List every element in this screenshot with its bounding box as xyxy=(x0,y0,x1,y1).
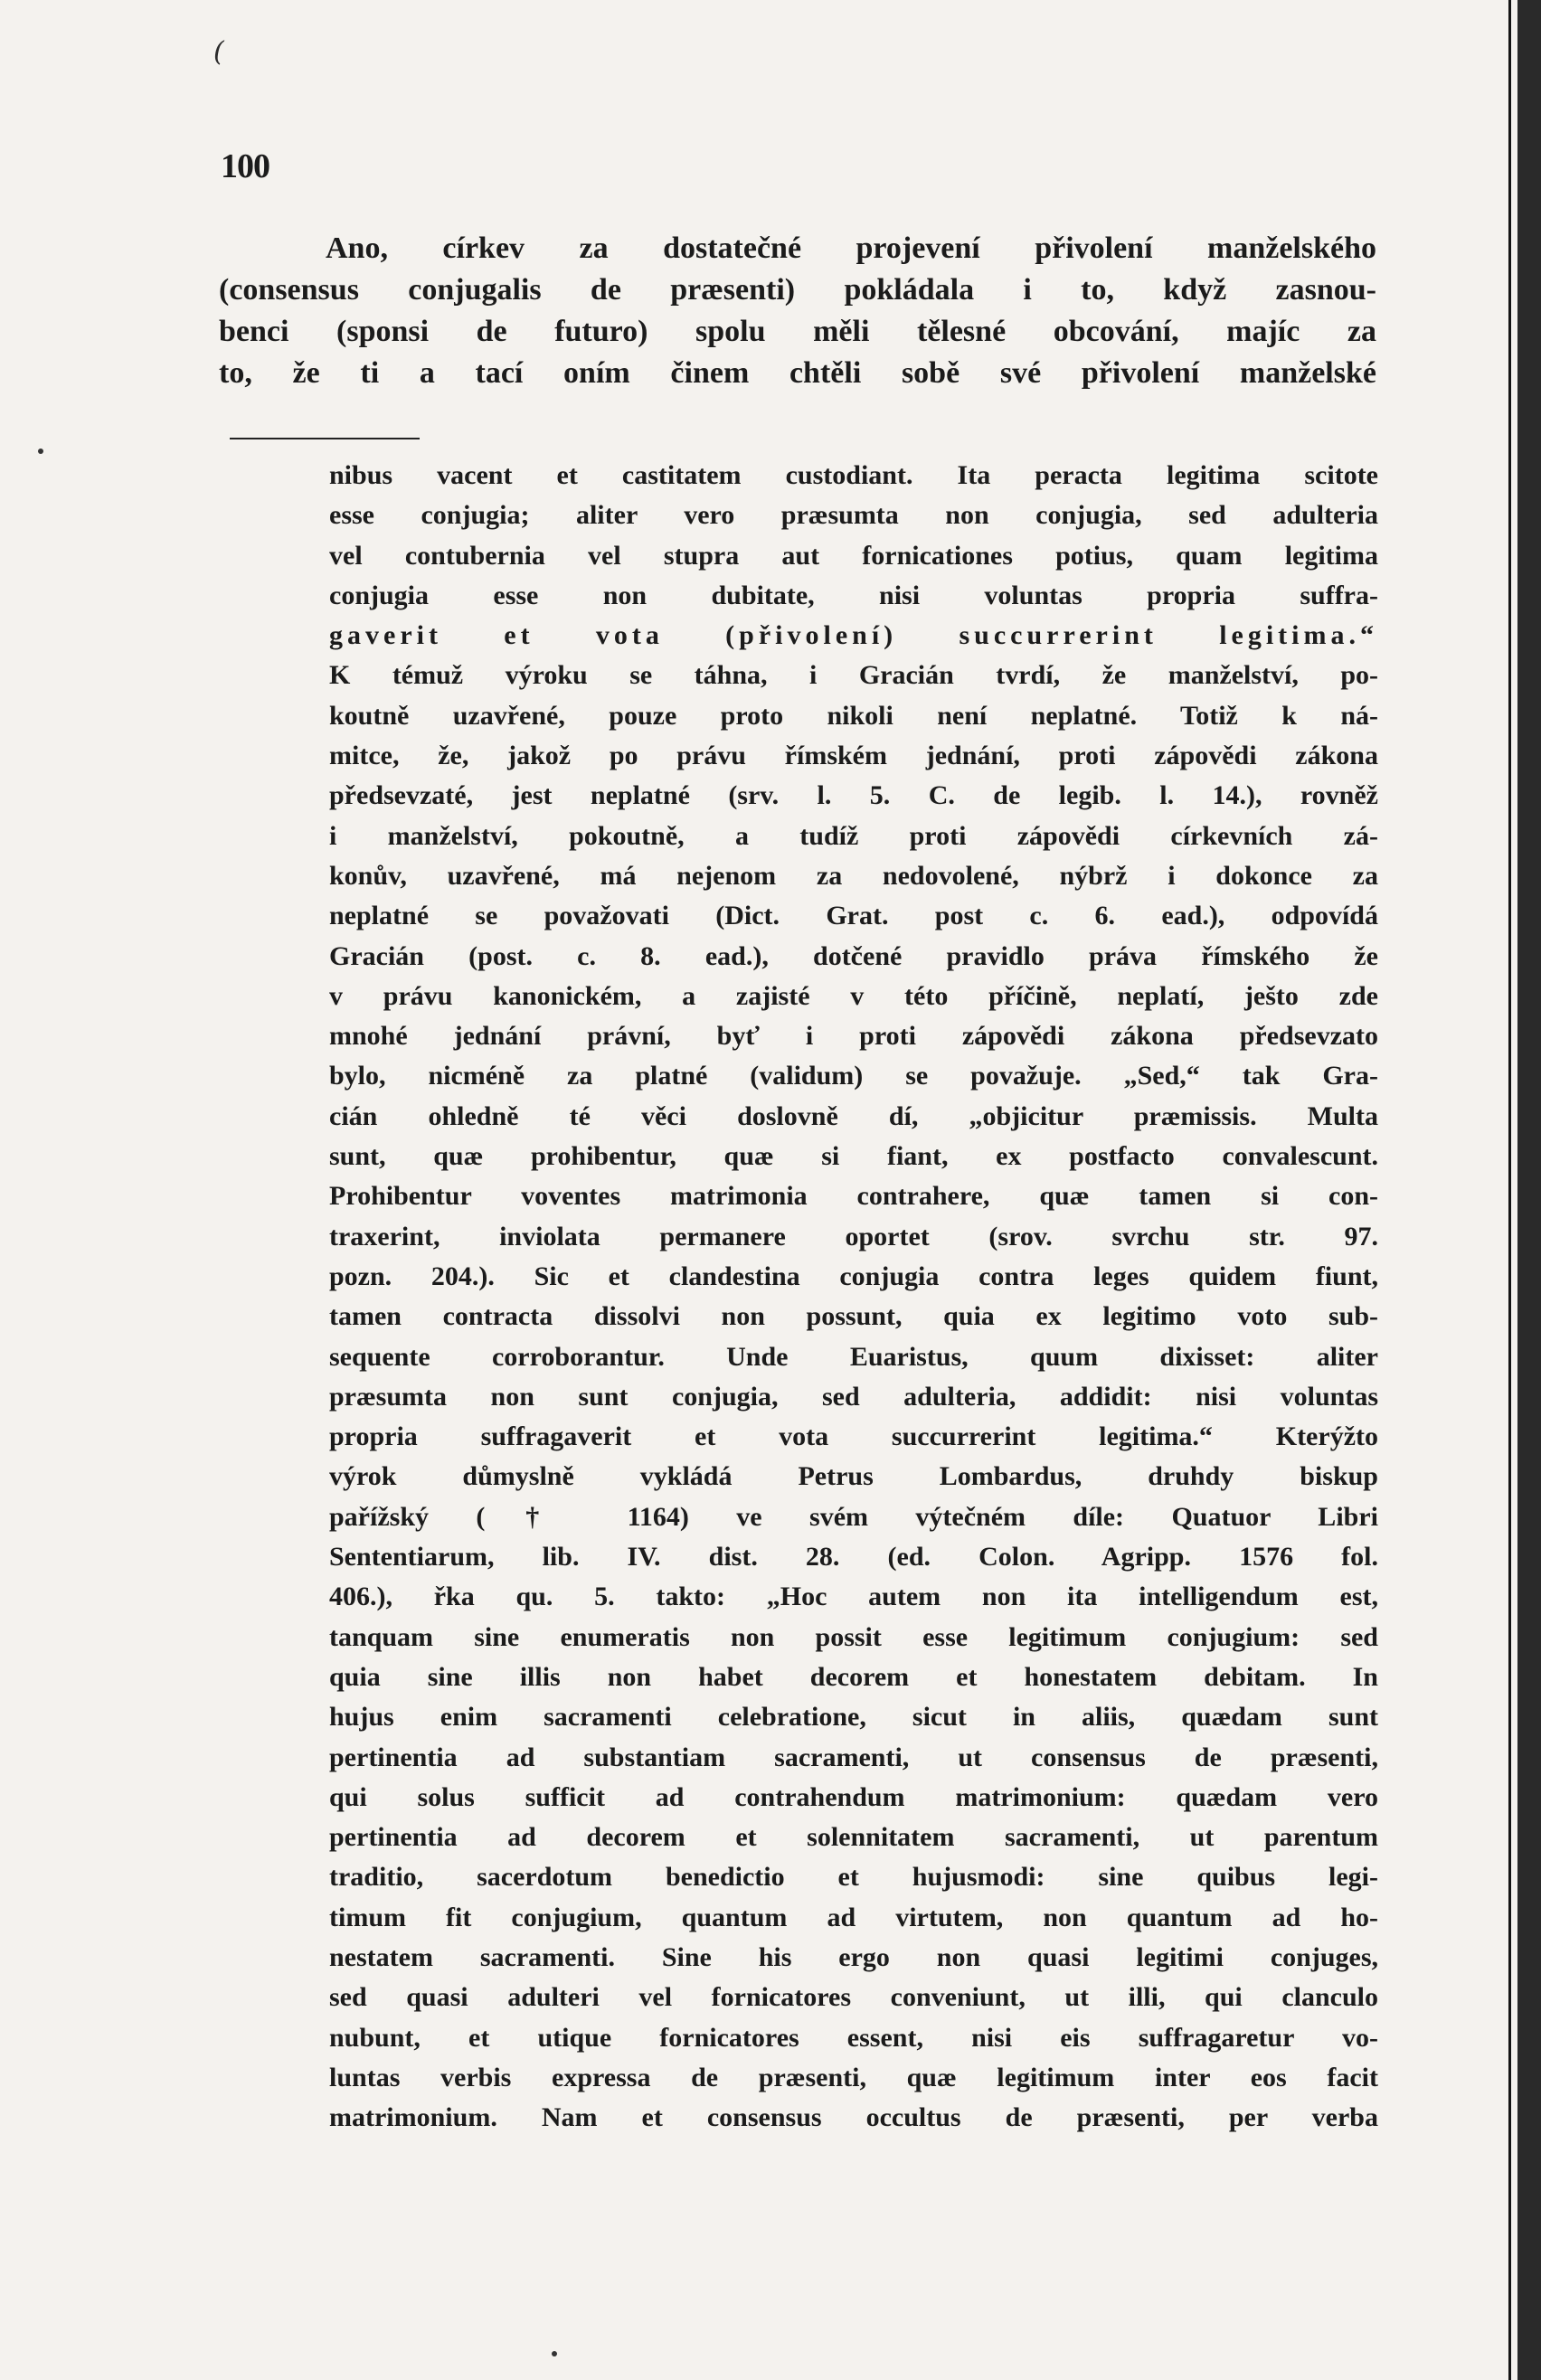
footnote-line: hujus enim sacramenti celebratione, sicut in aliis, quædam sunt xyxy=(329,1702,1378,1733)
text-line: benci (sponsi de futuro) spolu měli tělesné obcování, majíc za xyxy=(219,315,1376,348)
footnote-separator xyxy=(230,438,420,439)
margin-mark: ( xyxy=(213,36,224,68)
footnote-line: sequente corroborantur. Unde Euaristus, quum dixisset: aliter xyxy=(329,1341,1378,1372)
footnote-line: neplatné se považovati (Dict. Grat. post c. 6. ead.), odpovídá xyxy=(329,901,1378,931)
footnote-line: luntas verbis expressa de præsenti, quæ legitimum inter eos facit xyxy=(329,2062,1378,2092)
footnote-line: nestatem sacramenti. Sine his ergo non quasi legitimi conjuges, xyxy=(329,1941,1378,1972)
footnote-line: mitce, že, jakož po právu římském jednání, proti zápovědi zákona xyxy=(329,741,1378,771)
main-text-paragraph xyxy=(219,228,1376,394)
footnote-line: qui solus sufficit ad contrahendum matrimonium: quædam vero xyxy=(329,1781,1378,1812)
footnote-line: Prohibentur voventes matrimonia contrahere, quæ tamen si con- xyxy=(329,1181,1378,1212)
footnote-line: sed quasi adulteri vel fornicatores conveniunt, ut illi, qui clanculo xyxy=(329,1982,1378,2013)
footnote-line: quia sine illis non habet decorem et honestatem debitam. In xyxy=(329,1661,1378,1692)
footnote-line: gaverit et vota (přivolení) succurrerint legitima.“ xyxy=(329,620,1378,651)
footnote-line: matrimonium. Nam et consensus occultus de præsenti, per verba xyxy=(329,2102,1378,2133)
text-line: to, že ti a tací oním činem chtěli sobě své přivolení manželské xyxy=(219,356,1376,390)
margin-speck xyxy=(552,2351,557,2356)
footnote-text xyxy=(329,456,1378,2138)
text-line: Ano, církev za dostatečné projevení přivolení manželského xyxy=(326,231,1376,265)
footnote-line: pařížský († 1164) ve svém výtečném díle: Quatuor Libri xyxy=(329,1501,1378,1532)
footnote-line: propria suffragaverit et vota succurrerint legitima.“ Kterýžto xyxy=(329,1421,1378,1452)
margin-speck xyxy=(38,449,43,454)
footnote-line: koutně uzavřené, pouze proto nikoli není neplatné. Totiž k ná- xyxy=(329,700,1378,731)
footnote-line: v právu kanonickém, a zajisté v této příčině, neplatí, ješto zde xyxy=(329,980,1378,1011)
footnote-line: traditio, sacerdotum benedictio et hujusmodi: sine quibus legi- xyxy=(329,1862,1378,1893)
footnote-line: nibus vacent et castitatem custodiant. Ita peracta legitima scitote xyxy=(329,460,1378,490)
scan-edge xyxy=(1517,0,1541,2380)
footnote-line: timum fit conjugium, quantum ad virtutem, non quantum ad ho- xyxy=(329,1902,1378,1932)
text-line: (consensus conjugalis de præsenti) pokládala i to, když zasnou- xyxy=(219,273,1376,307)
footnote-line: mnohé jednání právní, byť i proti zápovědi zákona předsevzato xyxy=(329,1021,1378,1052)
footnote-line: 406.), řka qu. 5. takto: „Hoc autem non ita intelligendum est, xyxy=(329,1582,1378,1612)
footnote-line: traxerint, inviolata permanere oportet (srov. svrchu str. 97. xyxy=(329,1221,1378,1251)
footnote-line: pertinentia ad decorem et solennitatem sacramenti, ut parentum xyxy=(329,1822,1378,1853)
footnote-line: sunt, quæ prohibentur, quæ si fiant, ex postfacto convalescunt. xyxy=(329,1141,1378,1172)
footnote-line: K témuž výroku se táhna, i Gracián tvrdí, že manželství, po- xyxy=(329,660,1378,691)
page-number: 100 xyxy=(221,147,269,185)
footnote-line: esse conjugia; aliter vero præsumta non conjugia, sed adulteria xyxy=(329,500,1378,531)
footnote-line: tanquam sine enumeratis non possit esse legitimum conjugium: sed xyxy=(329,1621,1378,1652)
footnote-line: výrok důmyslně vykládá Petrus Lombardus, druhdy biskup xyxy=(329,1461,1378,1492)
footnote-line: vel contubernia vel stupra aut fornicationes potius, quam legitima xyxy=(329,540,1378,571)
footnote-line: præsumta non sunt conjugia, sed adulteria, addidit: nisi voluntas xyxy=(329,1381,1378,1412)
footnote-line: cián ohledně té věci doslovně dí, „objicitur præmissis. Multa xyxy=(329,1100,1378,1131)
scan-edge-line xyxy=(1508,0,1511,2380)
footnote-line: conjugia esse non dubitate, nisi voluntas propria suffra- xyxy=(329,580,1378,610)
footnote-line: Sententiarum, lib. IV. dist. 28. (ed. Colon. Agripp. 1576 fol. xyxy=(329,1542,1378,1572)
footnote-line: tamen contracta dissolvi non possunt, quia ex legitimo voto sub- xyxy=(329,1301,1378,1332)
footnote-line: nubunt, et utique fornicatores essent, nisi eis suffragaretur vo- xyxy=(329,2022,1378,2053)
footnote-line: bylo, nicméně za platné (validum) se považuje. „Sed,“ tak Gra- xyxy=(329,1061,1378,1091)
footnote-line: i manželství, pokoutně, a tudíž proti zápovědi církevních zá- xyxy=(329,820,1378,851)
footnote-line: Gracián (post. c. 8. ead.), dotčené pravidlo práva římského že xyxy=(329,940,1378,971)
footnote-line: předsevzaté, jest neplatné (srv. l. 5. C. de legib. l. 14.), rovněž xyxy=(329,780,1378,811)
footnote-line: pertinentia ad substantiam sacramenti, ut consensus de præsenti, xyxy=(329,1742,1378,1772)
footnote-line: pozn. 204.). Sic et clandestina conjugia contra leges quidem fiunt, xyxy=(329,1261,1378,1291)
footnote-line: konův, uzavřené, má nejenom za nedovolené, nýbrž i dokonce za xyxy=(329,860,1378,891)
